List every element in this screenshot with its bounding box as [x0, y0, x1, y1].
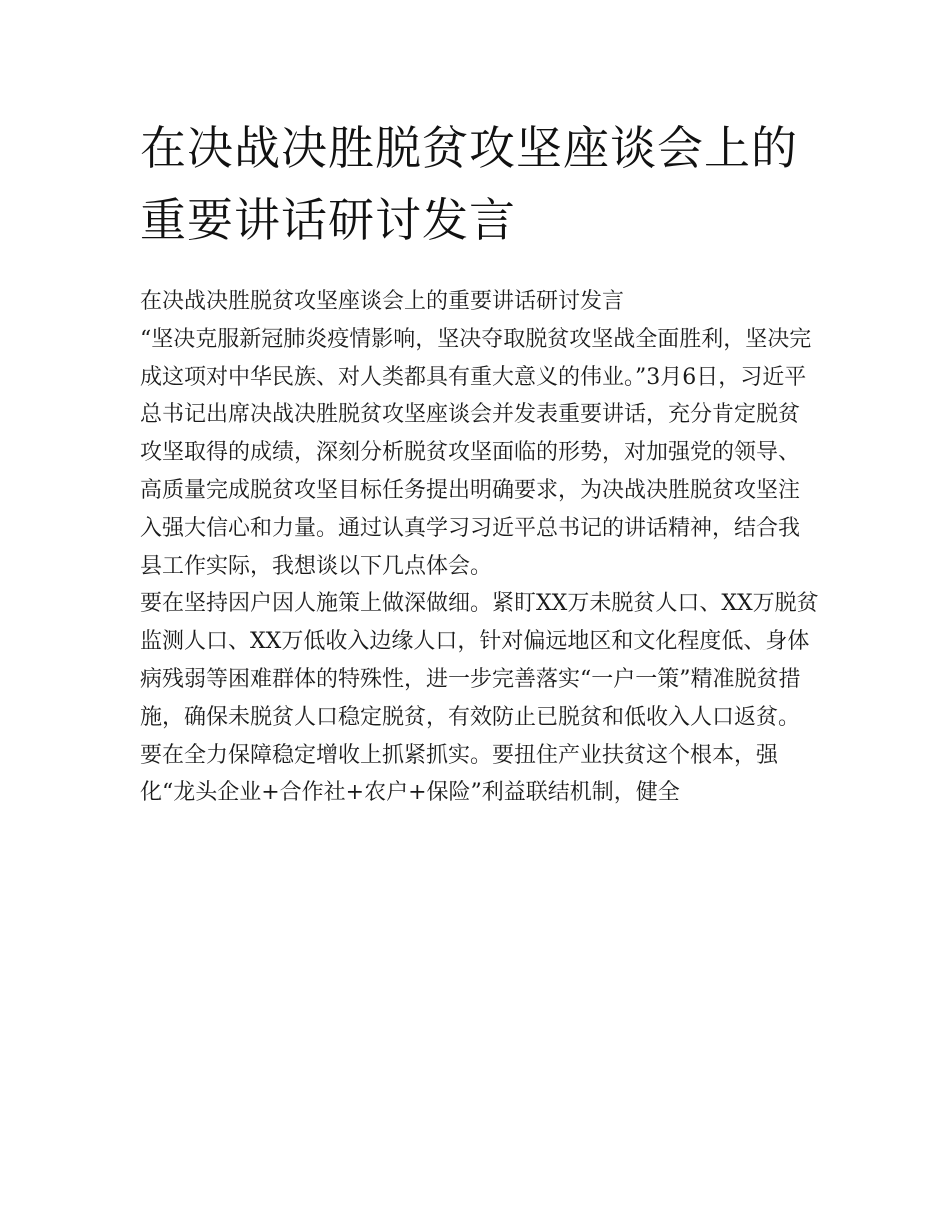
paragraph-subtitle: 在决战决胜脱贫攻坚座谈会上的重要讲话研讨发言 [140, 289, 625, 314]
paragraph-intro: “坚决克服新冠肺炎疫情影响，坚决夺取脱贫攻坚战全面胜利，坚决完成这项对中华民族、对人类都具有重大意义的伟业。”3月6日，习近平总书记出席决战决胜脱贫攻坚座谈会并发表重要讲话，充分肯定脱贫攻坚取得的成绩，深刻分析脱贫攻坚面临的形势，对加强党的领导、高质量完成脱贫攻坚目标任务提出明确要求，为决战决胜脱贫攻坚注入强大信心和力量。通过认真学习习近平总书记的讲话精神，结合我县工作实际，我想谈以下几点体会。 [140, 326, 812, 579]
paragraph-point-2: 要在全力保障稳定增收上抓紧抓实。要扭住产业扶贫这个根本，强化“龙头企业+合作社+农户+保险”利益联结机制，健全 [140, 742, 779, 806]
document-body [140, 283, 820, 812]
document-title: 在决战决胜脱贫攻坚座谈会上的重要讲话研讨发言 [140, 121, 798, 247]
paragraph-point-1: 要在坚持因户因人施策上做深做细。紧盯XX万未脱贫人口、XX万脱贫监测人口、XX万低收入边缘人口，针对偏远地区和文化程度低、身体病残弱等困难群体的特殊性，进一步完善落实“一户一策”精准脱贫措施，确保未脱贫人口稳定脱贫，有效防止已脱贫和低收入人口返贫。 [140, 591, 819, 730]
